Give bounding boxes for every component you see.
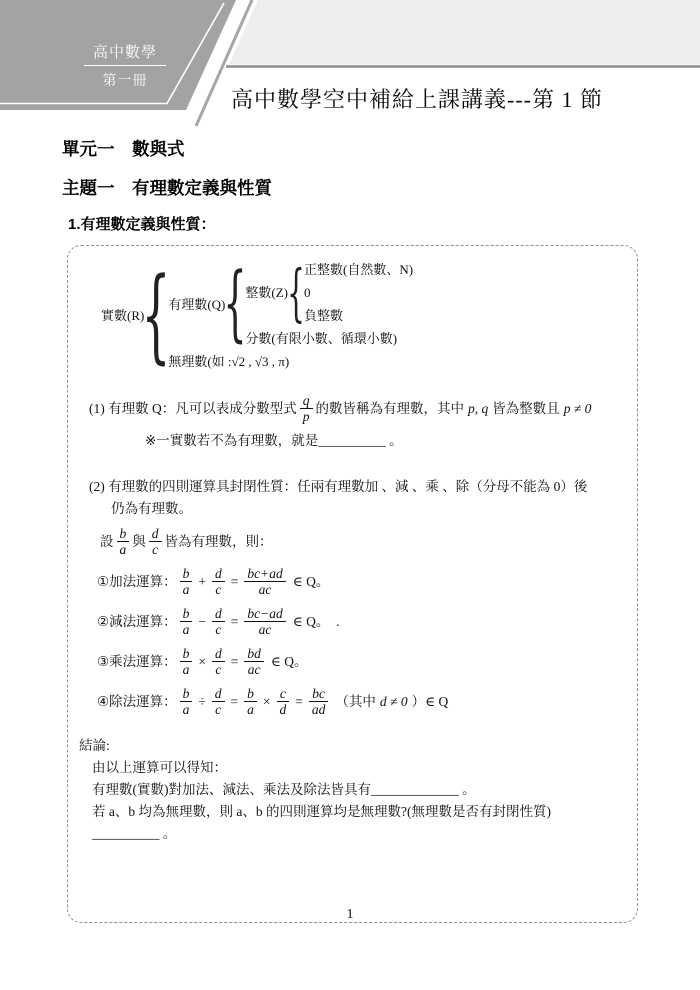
irrational-label: 無理數(如 :√2 , √3 , π) [168,354,290,369]
topic-heading: 主題一 有理數定義與性質 [62,178,272,198]
operator: × [262,693,271,709]
definition-box [67,245,638,923]
math-var: p ≠ 0 [563,400,592,416]
fraction: $\frac{d}{c}$ [212,686,225,717]
series-badge-volume: 第一冊 [102,72,148,88]
fraction-q-over-p: $\frac{q}{p}$ [300,393,313,424]
operator: + [198,573,206,589]
equals-sign: = [230,613,239,629]
conclusion-heading: 結論: [79,738,110,753]
operator: ÷ [198,693,206,709]
closure-property-line1: (2) 有理數的四則運算具封閉性質：任兩有理數加 、減 、乘 、除（分母不能為 0）後 [89,479,588,494]
op-result: ∈ Q。 [270,653,308,669]
series-badge-title: 高中數學 [84,41,166,66]
page-title: 高中數學空中補給上課講義---第 1 節 [231,87,603,112]
fill-blank-note: ※一實數若不為有理數，就是__________ 。 [145,433,403,448]
definition-text: 的數皆稱為有理數，其中 [315,400,464,416]
op-row-addition [97,566,625,597]
fraction-d-over-c: $\frac{d}{c}$ [149,526,162,557]
operator: − [198,613,206,629]
setup-text: 設 [100,533,114,549]
page-number: 1 [346,907,354,922]
fraction: $\frac{d}{c}$ [212,646,225,677]
op-label: ④除法運算： [97,693,177,709]
brace-inner: { [287,255,305,329]
fraction: $\frac{b}{a}$ [180,686,193,717]
conclusion-line: 由以上運算可以得知： [92,760,227,775]
conclusion-block [79,735,625,845]
item-heading: 1.有理數定義與性質： [68,216,216,233]
fraction: $\frac{c}{d}$ [277,686,290,717]
definition-text: (1) 有理數 Q：凡可以表成分數型式 [89,400,297,416]
negative-integer-label: 負整數 [304,308,344,323]
math-var: d ≠ 0 [379,693,408,709]
setup-line [100,526,625,557]
fraction: $\frac{bc}{ad}$ [309,686,329,717]
op-result: ∈ Q。 . [292,613,340,629]
fraction: $\frac{b}{a}$ [244,686,257,717]
conclusion-line-question: 若 a、b 均為無理數，則 a、b 的四則運算均是無理數?(無理數是否有封閉性質) [92,804,551,819]
conclusion-line-blank: 有理數(實數)對加法、減法、乘法及除法皆具有_____________ 。 [92,782,476,797]
setup-text: 皆為有理數，則： [164,533,273,549]
fraction: $\frac{bc+ad}{ac}$ [244,566,285,597]
fraction-label: 分數(有限小數、循環小數) [245,331,398,346]
panel-shape [229,0,700,65]
equals-sign: = [230,693,239,709]
equals-sign: = [230,653,239,669]
integer-label: 整數(Z) [245,285,288,300]
fraction: $\frac{bd}{ac}$ [244,646,264,677]
brace-outer: { [141,255,171,375]
series-badge [84,41,166,90]
fraction: $\frac{d}{c}$ [212,606,225,637]
op-condition: （其中 [335,693,376,709]
equals-sign: = [230,573,239,589]
conclusion-line-blank: __________ 。 [92,826,177,841]
op-row-division [97,686,625,717]
zero-label: 0 [304,285,311,300]
number-system-diagram [101,255,625,375]
tree-root-label: 實數(R) [101,308,145,323]
operator: × [198,653,206,669]
math-var: p, q [468,400,489,416]
op-result: ）∈ Q [411,693,449,709]
op-row-multiplication [97,646,625,677]
op-label: ③乘法運算： [97,653,177,669]
op-label: ①加法運算： [97,573,177,589]
positive-integer-label: 正整數(自然數、N) [304,262,414,277]
setup-text: 與 [132,533,146,549]
closure-property-line2: 仍為有理數。 [111,501,192,516]
rational-definition-line [89,393,625,424]
op-result: ∈ Q。 [292,573,330,589]
equals-sign: = [295,693,303,709]
op-row-subtraction [97,606,625,637]
unit-heading: 單元一 數與式 [62,139,185,159]
fraction: $\frac{d}{c}$ [212,566,225,597]
brace-middle: { [223,256,248,351]
rational-label: 有理數(Q) [168,296,226,312]
fraction: $\frac{bc-ad}{ac}$ [244,606,285,637]
fraction: $\frac{b}{a}$ [180,566,193,597]
fraction: $\frac{b}{a}$ [180,646,193,677]
fraction-b-over-a: $\frac{b}{a}$ [117,526,130,557]
op-label: ②減法運算： [97,613,177,629]
definition-text: 皆為整數且 [492,400,560,416]
fraction: $\frac{b}{a}$ [180,606,193,637]
